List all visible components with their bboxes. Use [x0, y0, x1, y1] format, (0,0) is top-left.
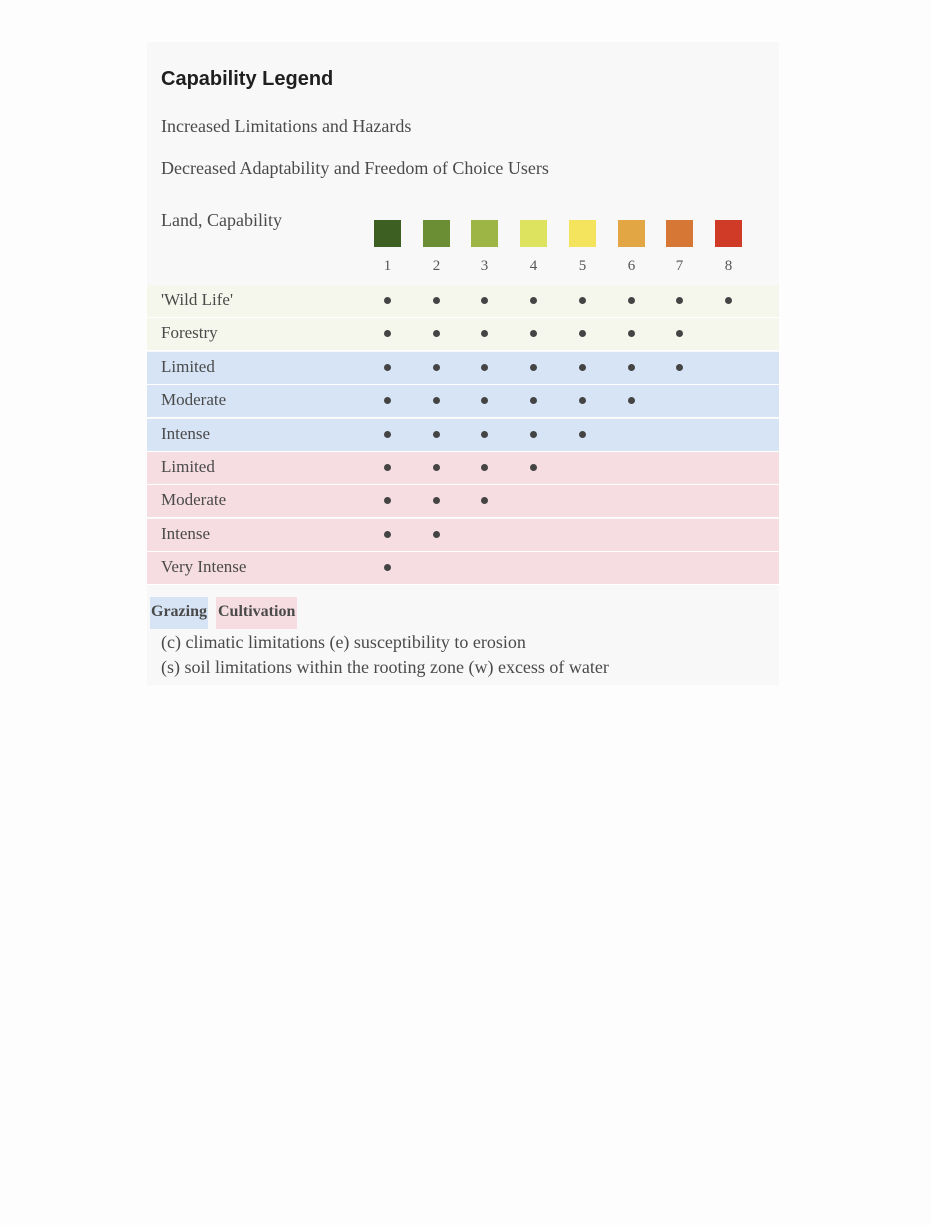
capability-dot [530, 464, 537, 471]
capability-dot [628, 364, 635, 371]
capability-dot [628, 297, 635, 304]
class-1-swatch [374, 220, 401, 247]
capability-dot [628, 397, 635, 404]
capability-dot [481, 464, 488, 471]
grazing-key: Grazing [150, 597, 208, 629]
capability-dot [481, 431, 488, 438]
capability-dot [579, 297, 586, 304]
capability-dot [433, 497, 440, 504]
capability-dot [433, 330, 440, 337]
capability-dot [530, 397, 537, 404]
class-3-swatch [471, 220, 498, 247]
capability-row [147, 318, 779, 351]
capability-row [147, 352, 779, 385]
capability-dot [384, 364, 391, 371]
capability-dot [384, 297, 391, 304]
land-capability-label: Land, Capability [161, 210, 282, 230]
class-5-number: 5 [578, 258, 587, 274]
capability-row [147, 385, 779, 418]
class-6-number: 6 [627, 258, 636, 274]
capability-dot [481, 330, 488, 337]
class-2-swatch [423, 220, 450, 247]
row-label: Forestry [161, 323, 218, 342]
capability-dot [628, 330, 635, 337]
capability-dot [676, 330, 683, 337]
cultivation-key: Cultivation [216, 597, 297, 629]
capability-dot [384, 397, 391, 404]
note-line-2: (s) soil limitations within the rooting zone (w) excess of water [161, 657, 609, 677]
capability-dot [433, 431, 440, 438]
row-label: Intense [161, 524, 211, 543]
capability-row [147, 452, 779, 485]
class-5-swatch [569, 220, 596, 247]
class-4-number: 4 [529, 258, 538, 274]
capability-dot [384, 330, 391, 337]
row-label: Intense [161, 424, 211, 443]
capability-row [147, 285, 779, 318]
class-1-number: 1 [383, 258, 392, 274]
capability-dot [384, 497, 391, 504]
capability-dot [481, 397, 488, 404]
capability-row [147, 419, 779, 452]
row-label: Very Intense [161, 557, 247, 576]
capability-row [147, 519, 779, 552]
limitations-subtitle: Increased Limitations and Hazards [161, 116, 412, 136]
capability-dot [676, 364, 683, 371]
capability-dot [530, 297, 537, 304]
row-label: Moderate [161, 490, 227, 509]
class-3-number: 3 [480, 258, 489, 274]
capability-legend-panel [147, 42, 779, 685]
class-7-swatch [666, 220, 693, 247]
capability-dot [579, 330, 586, 337]
capability-row [147, 485, 779, 518]
class-6-swatch [618, 220, 645, 247]
capability-dot [579, 364, 586, 371]
capability-dot [530, 431, 537, 438]
class-8-swatch [715, 220, 742, 247]
capability-dot [433, 364, 440, 371]
row-label: Limited [161, 357, 215, 376]
capability-dot [384, 431, 391, 438]
class-8-number: 8 [724, 258, 733, 274]
capability-dot [579, 397, 586, 404]
adaptability-subtitle: Decreased Adaptability and Freedom of Choice Users [161, 158, 549, 178]
capability-dot [725, 297, 732, 304]
capability-dot [433, 464, 440, 471]
capability-dot [384, 464, 391, 471]
capability-dot [384, 531, 391, 538]
capability-row [147, 552, 779, 585]
capability-dot [676, 297, 683, 304]
row-label: Limited [161, 457, 215, 476]
capability-dot [481, 364, 488, 371]
capability-dot [530, 364, 537, 371]
row-label: Moderate [161, 390, 227, 409]
class-7-number: 7 [675, 258, 684, 274]
class-4-swatch [520, 220, 547, 247]
row-label: 'Wild Life' [161, 290, 234, 309]
note-line-1: (c) climatic limitations (e) susceptibility to erosion [161, 632, 526, 652]
capability-dot [433, 297, 440, 304]
capability-dot [481, 297, 488, 304]
class-2-number: 2 [432, 258, 441, 274]
capability-dot [433, 531, 440, 538]
capability-dot [384, 564, 391, 571]
capability-dot [530, 330, 537, 337]
capability-dot [579, 431, 586, 438]
capability-dot [433, 397, 440, 404]
capability-dot [481, 497, 488, 504]
legend-title: Capability Legend [161, 68, 334, 90]
